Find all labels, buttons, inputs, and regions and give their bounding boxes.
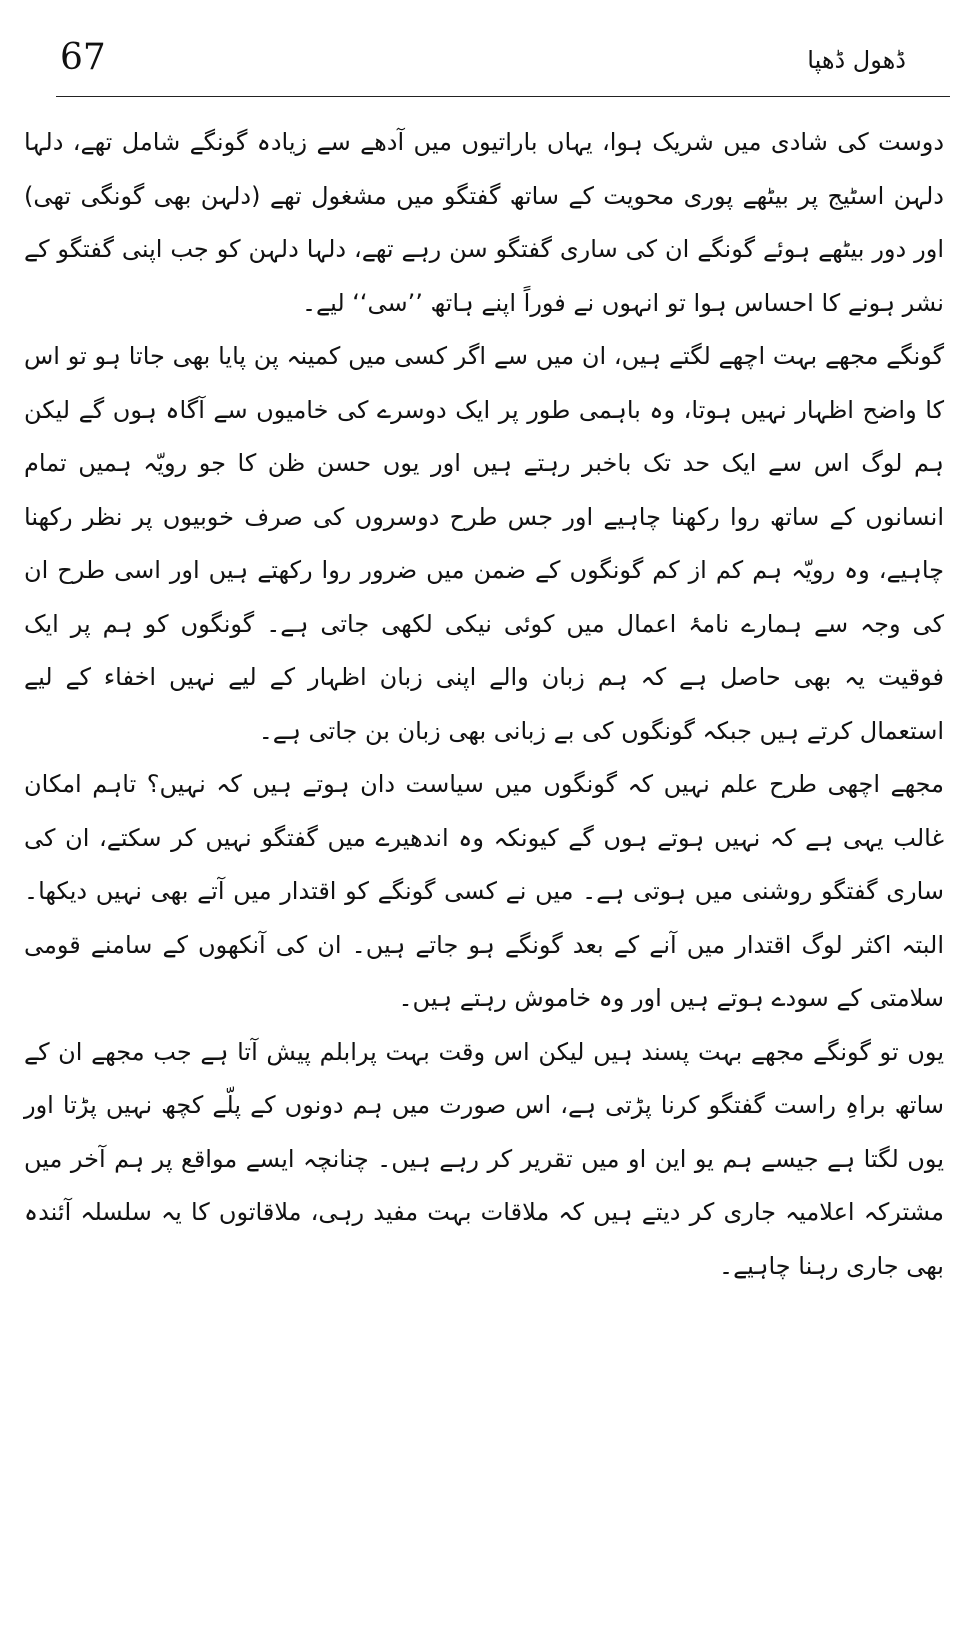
paragraph-3: مجھے اچھی طرح علم نہیں کہ گونگوں میں سیاست دان ہوتے ہیں کہ نہیں؟ تاہم امکان غالب یہی ہے کہ نہیں ہوتے ہوں گے کیونکہ وہ اندھیرے میں گفتگو نہیں کر سکتے، ان کی ساری گفتگو روشنی میں ہوتی ہے۔ میں نے کسی گونگے کو اقتدار میں آتے بھی نہیں دیکھا۔ البتہ اکثر لوگ اقتدار میں آنے کے بعد گونگے ہو جاتے ہیں۔ ان کی آنکھوں کے سامنے قومی سلامتی کے سودے ہوتے ہیں اور وہ خاموش رہتے ہیں۔	[24, 770, 944, 1012]
paragraph-2: گونگے مجھے بہت اچھے لگتے ہیں، ان میں سے اگر کسی میں کمینہ پن پایا بھی جاتا ہو تو اس کا واضح اظہار نہیں ہوتا، وہ باہمی طور پر ایک دوسرے کی خامیوں سے آگاہ ہوں گے لیکن ہم لوگ اس سے ایک حد تک باخبر رہتے ہیں اور یوں حسن ظن کا جو رویّہ ہمیں تمام انسانوں کے ساتھ روا رکھنا چاہیے اور جس طرح دوسروں کی صرف خوبیوں پر نظر رکھنا چاہیے، وہ رویّہ ہم کم از کم گونگوں کے ضمن میں ضرور روا رکھتے ہیں اور اسی طرح ان کی وجہ سے ہمارے نامۂ اعمال میں کوئی نیکی لکھی جاتی ہے۔ گونگوں کو ہم پر ایک فوقیت یہ بھی حاصل ہے کہ ہم زبان والے اپنی زبان اظہار کے لیے نہیں اخفاء کے لیے استعمال کرتے ہیں جبکہ گونگوں کی بے زبانی بھی زبان بن جاتی ہے۔	[24, 342, 944, 745]
page-header	[0, 0, 968, 110]
running-title: ڈھول ڈھپا	[807, 46, 906, 74]
header-divider	[56, 96, 950, 97]
paragraph-4: یوں تو گونگے مجھے بہت پسند ہیں لیکن اس وقت بہت پرابلم پیش آتا ہے جب مجھے ان کے ساتھ براہِ راست گفتگو کرنا پڑتی ہے، اس صورت میں ہم دونوں کے پلّے کچھ نہیں پڑتا اور یوں لگتا ہے جیسے ہم یو این او میں تقریر کر رہے ہیں۔ چنانچہ ایسے مواقع پر ہم آخر میں مشترکہ اعلامیہ جاری کر دیتے ہیں کہ ملاقات بہت مفید رہی، ملاقاتوں کا یہ سلسلہ آئندہ بھی جاری رہنا چاہیے۔	[24, 1037, 944, 1280]
body-text	[24, 116, 944, 1293]
paragraph-1: دوست کی شادی میں شریک ہوا، یہاں باراتیوں میں آدھے سے زیادہ گونگے شامل تھے، دلہا دلہن اسٹیج پر بیٹھے پوری محویت کے ساتھ گفتگو میں مشغول تھے (دلہن بھی گونگی تھی) اور دور بیٹھے ہوئے گونگے ان کی ساری گفتگو سن رہے تھے، دلہا دلہن کو جب اپنی گفتگو کے نشر ہونے کا احساس ہوا تو انہوں نے فوراً اپنے ہاتھ ’’سی‘‘ لیے۔	[24, 128, 944, 317]
page-number: 67	[60, 37, 106, 78]
